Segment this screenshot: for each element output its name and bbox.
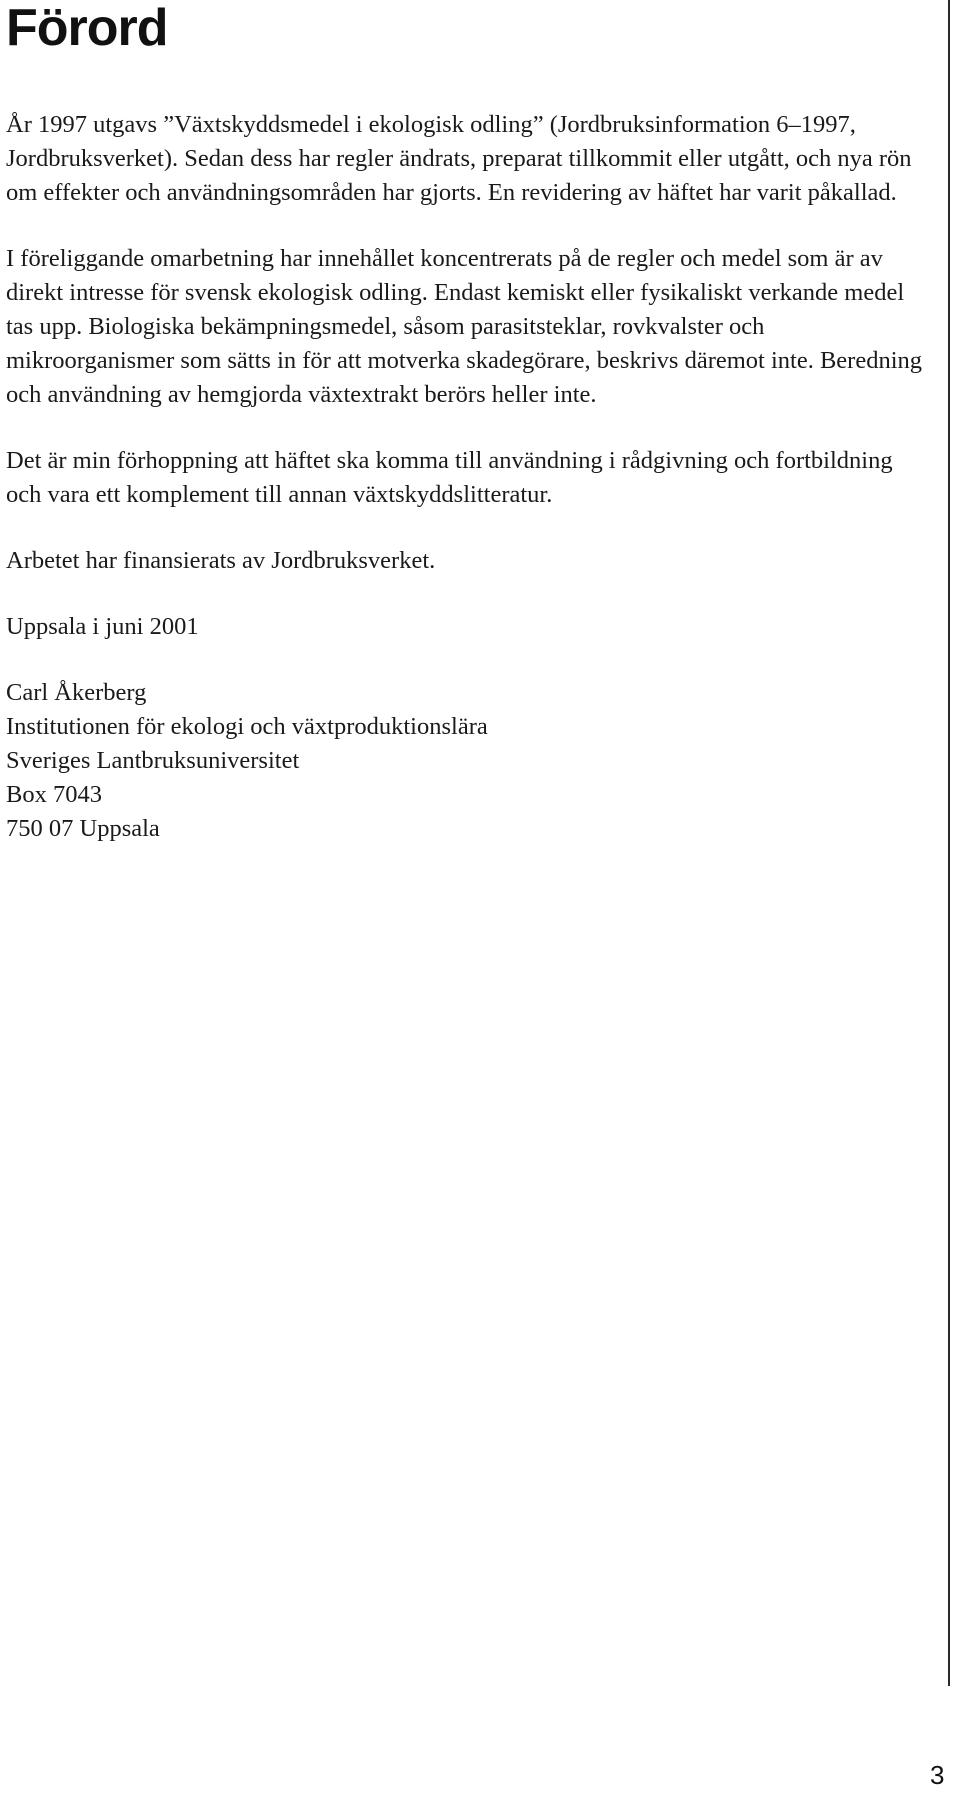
author-name: Carl Åkerberg — [6, 679, 147, 706]
department: Institutionen för ekologi och växtproduktionslära — [6, 713, 488, 740]
paragraph-funding: Arbetet har finansierats av Jordbruksverket. — [6, 547, 436, 574]
postal-address: 750 07 Uppsala — [6, 815, 160, 842]
paragraph-scope: I föreliggande omarbetning har innehållet koncentrerats på de regler och medel som är av direkt intresse för svensk ekologisk odling. Endast kemiskt eller fysikaliskt verkande medel tas upp. Biologiska bekämpningsmedel, såsom parasitsteklar, rovkvalster och mikroorganismer som sätts in för att motverka skadegörare, beskrivs däremot inte. Beredning och användning av hemgjorda växtextrakt berörs heller inte. — [6, 245, 923, 408]
university: Sveriges Lantbruksuniversitet — [6, 747, 300, 774]
paragraph-intro: År 1997 utgavs ”Växtskyddsmedel i ekologisk odling” (Jordbruksinformation 6–1997, Jordbruksverket). Sedan dess har regler ändrats, preparat tillkommit eller utgått, och nya rön om effekter och användningsområden har gjorts. En revidering av häftet har varit påkallad. — [6, 111, 912, 206]
place-date: Uppsala i juni 2001 — [6, 613, 199, 640]
right-margin-rule — [948, 0, 950, 1686]
paragraph-hope: Det är min förhoppning att häftet ska komma till användning i rådgivning och fortbildning och vara ett komplement till annan växtskyddslitteratur. — [6, 447, 893, 508]
post-box: Box 7043 — [6, 781, 102, 808]
body-text — [6, 108, 932, 846]
signature-block — [6, 676, 932, 846]
page-title: Förord — [6, 0, 168, 57]
page-number: 3 — [930, 1760, 945, 1790]
